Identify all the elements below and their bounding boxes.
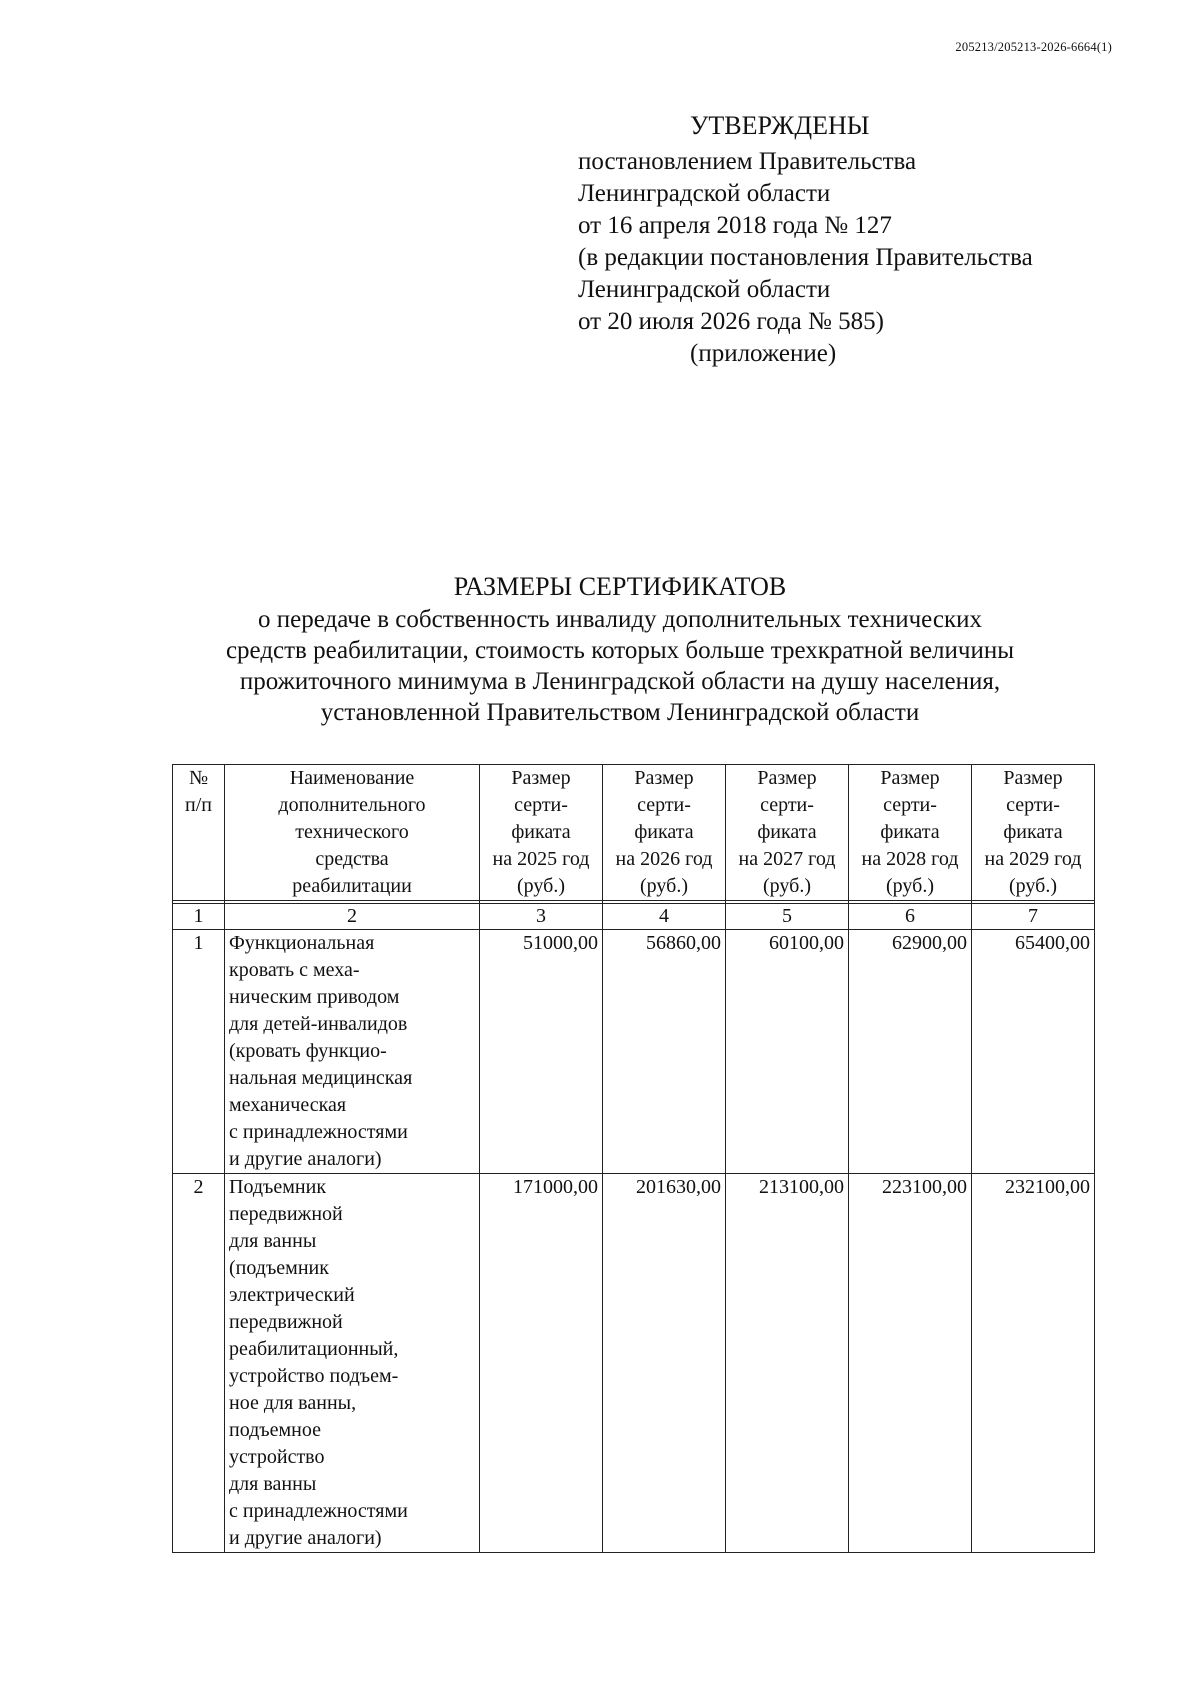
- approval-line: от 16 апреля 2018 года № 127: [578, 212, 892, 239]
- row-number: 1: [173, 930, 225, 1174]
- row-name: [225, 930, 480, 1174]
- header-line: Размер: [634, 767, 694, 789]
- approval-title: УТВЕРЖДЕНЫ: [690, 111, 870, 140]
- value-2028: 223100,00: [849, 1174, 972, 1553]
- name-line: устройство: [229, 1446, 325, 1468]
- value-2026: 201630,00: [603, 1174, 726, 1553]
- header-line: на 2028 год: [861, 848, 959, 870]
- header-line: средства: [315, 848, 389, 870]
- value-2026: 56860,00: [603, 930, 726, 1174]
- header-year-2026: [603, 765, 726, 901]
- document-id: 205213/205213-2026-6664(1): [955, 40, 1112, 54]
- value-2029: 232100,00: [972, 1174, 1095, 1553]
- header-year-2028: [849, 765, 972, 901]
- name-line: устройство подъем-: [229, 1365, 399, 1387]
- header-line: Размер: [757, 767, 817, 789]
- table-header-row: [173, 765, 1095, 901]
- header-line: (руб.): [517, 875, 565, 897]
- heading-line: установленной Правительством Ленинградской области: [320, 699, 920, 726]
- value-2025: 51000,00: [480, 930, 603, 1174]
- name-line: механическая: [229, 1094, 347, 1116]
- approval-appendix: (приложение): [690, 340, 837, 367]
- header-line: №: [188, 767, 209, 789]
- name-line: Подъемник: [229, 1176, 327, 1198]
- table-row: [173, 930, 1095, 1174]
- name-line: кровать с меха-: [229, 959, 360, 981]
- header-line: технического: [295, 821, 409, 843]
- column-number-row: [173, 904, 1095, 930]
- header-line: фиката: [757, 821, 817, 843]
- name-line: ническим приводом: [229, 986, 400, 1008]
- header-line: фиката: [634, 821, 694, 843]
- approval-block: [578, 110, 1098, 370]
- heading-title: РАЗМЕРЫ СЕРТИФИКАТОВ: [453, 572, 787, 601]
- column-number: 5: [726, 904, 849, 930]
- certificate-sizes-table: [172, 764, 1095, 1553]
- header-year-2025: [480, 765, 603, 901]
- header-line: фиката: [880, 821, 940, 843]
- column-number: 3: [480, 904, 603, 930]
- header-line: на 2029 год: [984, 848, 1082, 870]
- column-number: 4: [603, 904, 726, 930]
- name-line: для ванны: [229, 1230, 317, 1252]
- name-line: с принадлежностями: [229, 1500, 408, 1522]
- heading-line: прожиточного минимума в Ленинградской области на душу населения,: [239, 668, 1001, 695]
- header-line: (руб.): [763, 875, 811, 897]
- header-line: на 2026 год: [615, 848, 713, 870]
- column-number: 1: [173, 904, 225, 930]
- header-line: на 2025 год: [492, 848, 590, 870]
- header-line: серти-: [637, 794, 691, 816]
- approval-line: (в редакции постановления Правительства: [578, 244, 1033, 271]
- name-line: (подъемник: [229, 1257, 329, 1279]
- header-line: Размер: [1003, 767, 1063, 789]
- name-line: нальная медицинская: [229, 1067, 413, 1089]
- heading-line: средств реабилитации, стоимость которых больше трехкратной величины: [225, 637, 1015, 664]
- header-line: на 2027 год: [738, 848, 836, 870]
- name-line: передвижной: [229, 1311, 343, 1333]
- header-line: серти-: [760, 794, 814, 816]
- header-line: серти-: [514, 794, 568, 816]
- header-line: п/п: [185, 794, 212, 816]
- header-name: [225, 765, 480, 901]
- header-line: серти-: [883, 794, 937, 816]
- approval-line: Ленинградской области: [578, 276, 831, 303]
- row-name: [225, 1174, 480, 1553]
- table-row: [173, 1174, 1095, 1553]
- value-2028: 62900,00: [849, 930, 972, 1174]
- value-2027: 60100,00: [726, 930, 849, 1174]
- header-line: Размер: [511, 767, 571, 789]
- column-number: 6: [849, 904, 972, 930]
- name-line: (кровать функцио-: [229, 1040, 387, 1062]
- approval-line: от 20 июля 2026 года № 585): [578, 308, 884, 335]
- header-line: фиката: [1003, 821, 1063, 843]
- header-line: (руб.): [886, 875, 934, 897]
- column-number: 2: [225, 904, 480, 930]
- name-line: для детей-инвалидов: [229, 1013, 408, 1035]
- name-line: электрический: [229, 1284, 355, 1306]
- heading-line: о передаче в собственность инвалиду дополнительных технических: [258, 606, 982, 633]
- row-number: 2: [173, 1174, 225, 1553]
- header-line: фиката: [511, 821, 571, 843]
- header-line: (руб.): [1009, 875, 1057, 897]
- name-line: передвижной: [229, 1203, 343, 1225]
- header-line: Наименование: [289, 767, 415, 789]
- header-num: [173, 765, 225, 901]
- header-line: дополнительного: [278, 794, 426, 816]
- approval-line: Ленинградской области: [578, 180, 831, 207]
- value-2025: 171000,00: [480, 1174, 603, 1553]
- name-line: ное для ванны,: [229, 1392, 357, 1414]
- header-line: серти-: [1006, 794, 1060, 816]
- header-year-2027: [726, 765, 849, 901]
- document-heading: [120, 571, 1120, 728]
- name-line: с принадлежностями: [229, 1121, 408, 1143]
- column-number: 7: [972, 904, 1095, 930]
- approval-line: постановлением Правительства: [578, 148, 917, 175]
- header-line: (руб.): [640, 875, 688, 897]
- header-year-2029: [972, 765, 1095, 901]
- name-line: и другие аналоги): [229, 1527, 382, 1549]
- name-line: и другие аналоги): [229, 1148, 382, 1170]
- value-2029: 65400,00: [972, 930, 1095, 1174]
- name-line: Функциональная: [229, 932, 375, 954]
- name-line: подъемное: [229, 1419, 322, 1441]
- value-2027: 213100,00: [726, 1174, 849, 1553]
- header-line: реабилитации: [292, 875, 412, 897]
- name-line: для ванны: [229, 1473, 317, 1495]
- header-line: Размер: [880, 767, 940, 789]
- name-line: реабилитационный,: [229, 1338, 399, 1360]
